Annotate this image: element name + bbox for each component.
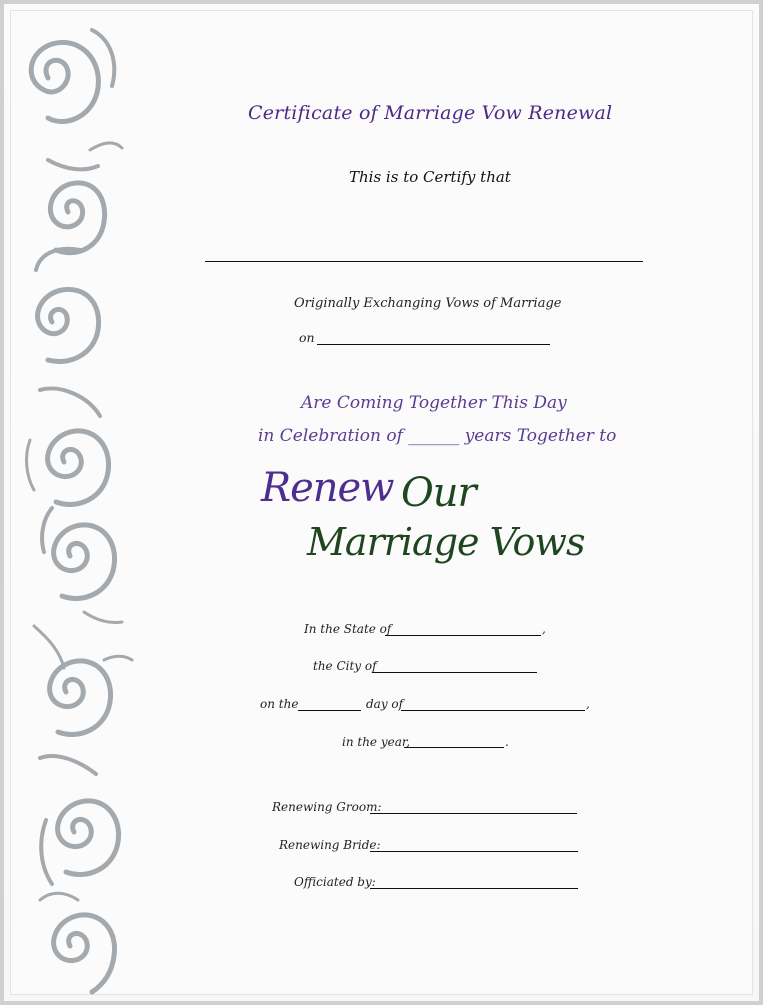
state-label: In the State of [304,622,392,636]
headline-renew: Renew [261,465,394,511]
year-period: . [505,735,509,749]
certificate-title: Certificate of Marriage Vow Renewal [248,102,613,124]
coming-together-text: Are Coming Together This Day [301,393,567,413]
officiated-label: Officiated by: [294,875,376,889]
groom-signature-line[interactable] [370,813,577,814]
city-label: the City of [313,659,377,673]
day-blank-line[interactable] [298,710,361,711]
original-date-blank-line[interactable] [317,344,550,345]
state-comma: , [542,622,546,636]
city-blank-line[interactable] [372,672,537,673]
in-the-year-label: in the year, [342,735,411,749]
on-the-label: on the [260,697,299,711]
bride-label: Renewing Bride: [279,838,381,852]
certify-line: This is to Certify that [349,168,511,186]
names-blank-line[interactable] [205,261,643,262]
bride-signature-line[interactable] [370,851,578,852]
day-comma: , [586,697,590,711]
headline-marriage-vows: Marriage Vows [307,520,585,564]
originally-exchanging-text: Originally Exchanging Vows of Marriage [294,296,562,311]
state-blank-line[interactable] [385,635,541,636]
day-of-label: day of [366,697,404,711]
celebration-years-text: in Celebration of ______ years Together to [258,426,617,446]
silver-swirl-border [0,0,150,1005]
month-blank-line[interactable] [401,710,585,711]
on-label: on [299,330,315,345]
year-blank-line[interactable] [404,747,504,748]
officiant-signature-line[interactable] [370,888,578,889]
headline-our: Our [401,470,476,516]
groom-label: Renewing Groom: [272,800,382,814]
